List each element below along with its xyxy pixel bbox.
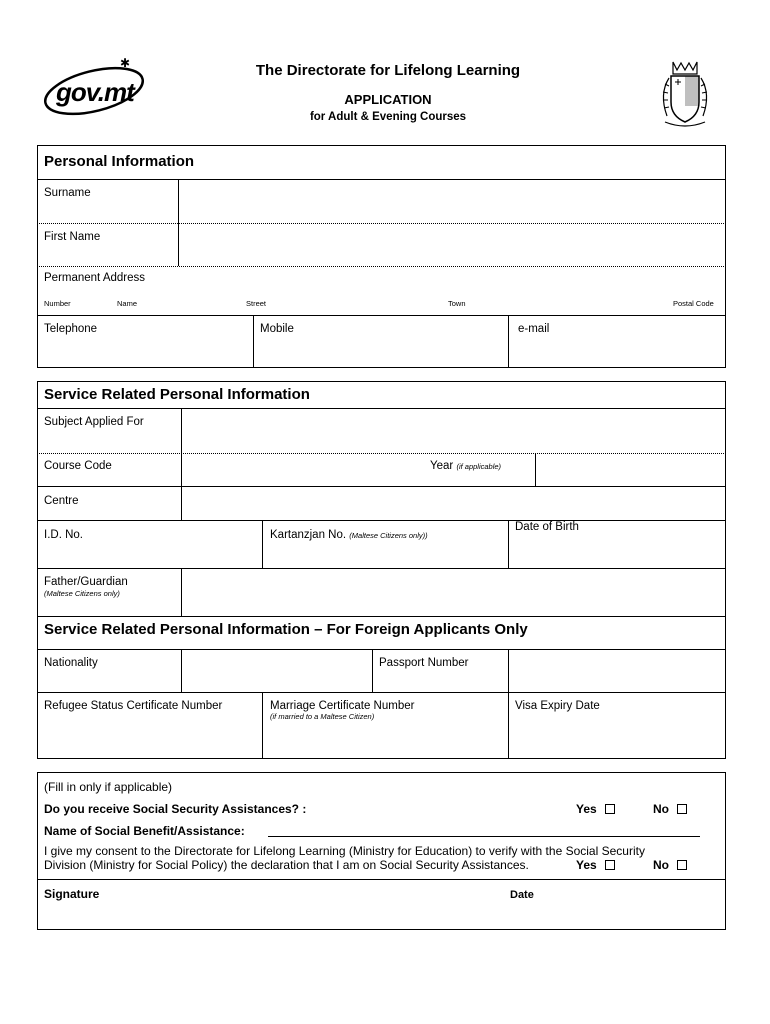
foreign-info-heading: Service Related Personal Information – For Foreign Applicants Only [44, 621, 528, 638]
fill-note: (Fill in only if applicable) [44, 780, 173, 794]
father-guardian-field[interactable] [208, 585, 728, 615]
service-info-heading: Service Related Personal Information [44, 386, 310, 403]
kartanzjan-label: Kartanzjan No. (Maltese Citizens only)) [270, 529, 428, 541]
email-label: e-mail [518, 323, 550, 335]
consent-yes-checkbox[interactable] [605, 860, 615, 870]
first-name-label: First Name [44, 231, 101, 243]
first-name-field[interactable] [205, 239, 725, 265]
subject-applied-field[interactable] [208, 425, 728, 452]
personal-info-heading: Personal Information [44, 153, 195, 170]
id-no-label: I.D. No. [44, 529, 83, 541]
social-question: Do you receive Social Security Assistances? : [44, 802, 307, 816]
consent-no-checkbox[interactable] [677, 860, 687, 870]
visa-expiry-field[interactable] [508, 729, 726, 758]
consent-yes-option[interactable]: Yes [576, 858, 615, 872]
application-heading: APPLICATION [344, 92, 432, 107]
consent-text-line1: I give my consent to the Directorate for Lifelong Learning (Ministry for Education) to verify with the Social Security [44, 844, 645, 858]
surname-label: Surname [44, 187, 91, 199]
refugee-cert-label: Refugee Status Certificate Number [44, 700, 223, 712]
permanent-address-label: Permanent Address [44, 272, 146, 284]
address-name-label: Name [117, 299, 138, 308]
benefit-name-label: Name of Social Benefit/Assistance: [44, 824, 245, 838]
signature-label: Signature [44, 887, 100, 901]
social-yes-option[interactable]: Yes [576, 802, 615, 816]
application-subheading: for Adult & Evening Courses [309, 111, 467, 123]
surname-field[interactable] [205, 195, 725, 222]
course-code-label: Course Code [44, 460, 112, 472]
logo-text: gov.mt [56, 77, 134, 107]
date-of-birth-field[interactable] [508, 550, 726, 567]
nationality-label: Nationality [44, 657, 98, 669]
no-checkbox[interactable] [677, 804, 687, 814]
marriage-cert-note: (if married to a Maltese Citizen) [270, 712, 375, 721]
benefit-name-field[interactable] [268, 836, 700, 837]
year-label: Year (if applicable) [430, 460, 502, 472]
coat-of-arms-icon [655, 58, 715, 130]
address-number-label: Number [44, 299, 71, 308]
yes-checkbox[interactable] [605, 804, 615, 814]
address-street-label: Street [246, 299, 267, 308]
marriage-cert-label: Marriage Certificate Number [270, 700, 415, 712]
passport-label: Passport Number [379, 657, 469, 669]
consent-no-option[interactable]: No [653, 858, 687, 872]
coat-of-arms [655, 58, 715, 130]
father-guardian-label: Father/Guardian [44, 576, 128, 588]
mobile-label: Mobile [260, 323, 294, 335]
social-no-option[interactable]: No [653, 802, 687, 816]
telephone-label: Telephone [44, 323, 98, 335]
centre-field[interactable] [208, 503, 728, 520]
subject-applied-label: Subject Applied For [44, 416, 144, 428]
address-town-label: Town [448, 299, 466, 308]
father-guardian-note: (Maltese Citizens only) [44, 589, 120, 598]
course-code-field[interactable] [208, 468, 408, 485]
centre-label: Centre [44, 495, 79, 507]
svg-text:✱: ✱ [120, 56, 131, 70]
year-field[interactable] [535, 468, 725, 485]
address-postcode-label: Postal Code [673, 299, 714, 308]
page-title: The Directorate for Lifelong Learning [255, 62, 521, 79]
date-of-birth-label: Date of Birth [515, 521, 579, 533]
consent-text-line2: Division (Ministry for Social Policy) the declaration that I am on Social Security Assistances. [44, 858, 529, 872]
date-label: Date [510, 889, 534, 901]
visa-expiry-label: Visa Expiry Date [515, 700, 600, 712]
